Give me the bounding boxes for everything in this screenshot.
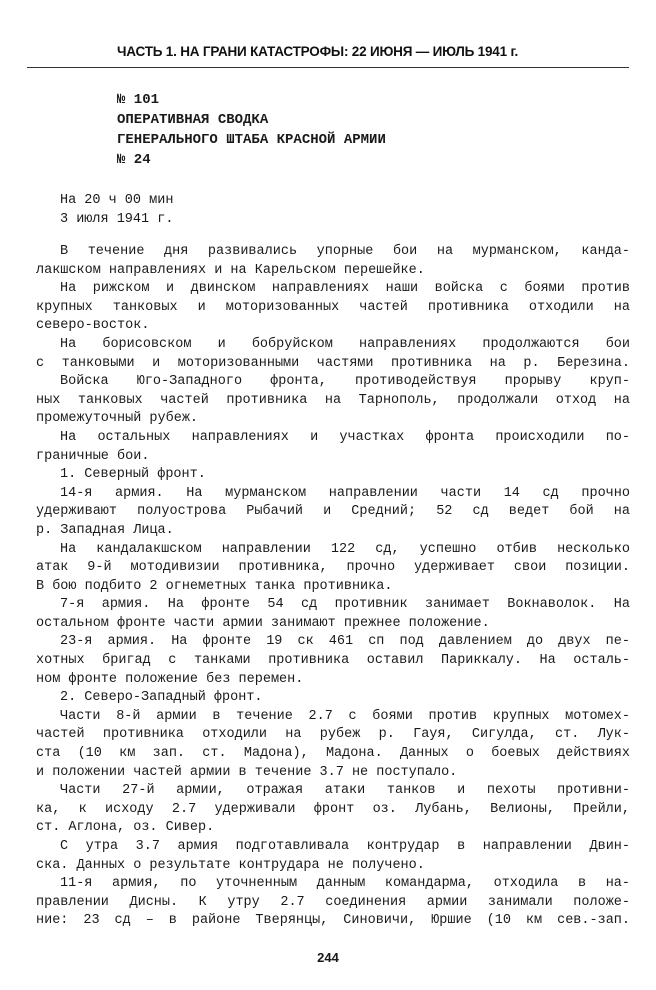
text-line: ста (10 км зап. ст. Мадона), Мадона. Данных о боевых действиях [36,746,630,762]
text-line: С утра 3.7 армия подготавливала контрудар в направлении Двин- [60,839,630,854]
text-line: 11-я армия, по уточненным данным командарма, отходила в на- [60,876,630,892]
text-line: лакшском направлениях и на Карельском перешейке. [36,262,425,278]
running-header: ЧАСТЬ 1. НА ГРАНИ КАТАСТРОФЫ: 22 ИЮНЯ — ИЮЛЬ 1941 г. [117,44,519,59]
text-line: ка, к исходу 2.7 удерживали фронт оз. Лубань, Велионы, Прейли, [36,801,630,817]
text-line: В течение дня развивались упорные бои на мурманском, канда- [60,244,630,259]
text-line: остальном фронте части армии занимают прежнее положение. [36,615,490,631]
text-line: правлении Дисны. К утру 2.7 соединения армии занимали положе- [36,894,630,910]
text-line: Части 8-й армии в течение 2.7 с боями против крупных мотомех- [60,708,630,724]
text-line: частей противника отходили на рубеж р. Гауя, Сигулда, ст. Лук- [36,727,630,743]
document-title [117,90,386,170]
text-line: с танковыми и моторизованными частями противника на р. Березина. [36,355,630,371]
text-line: На рижском и двинском направлениях наши войска с боями против [60,281,630,297]
text-line: ных танковых частей противника на Тарнополь, продолжали отход на [36,392,630,408]
text-line: 7-я армия. На фронте 54 сд противник занимает Вокнаволок. На [60,597,630,613]
report-date [60,191,173,229]
text-line: 1. Северный фронт. [60,467,206,483]
title-line: ОПЕРАТИВНАЯ СВОДКА [117,112,269,128]
text-line: атак 9-й мотодивизии противника, прочно удерживает свои позиции. [36,560,630,576]
text-line: хотных бригад с танками противника оставил Париккалу. На осталь- [36,653,630,669]
page-number: 244 [317,950,339,965]
date-day: 3 июля 1941 г. [60,212,174,227]
text-line: крупных танковых и моторизованных частей противника отходили на [36,299,630,315]
text-line: Войска Юго-Западного фронта, противодействуя прорыву круп- [60,374,630,390]
text-line: граничные бои. [36,448,150,464]
date-time: На 20 ч 00 мин [60,193,174,208]
report-body [36,243,630,931]
text-line: На борисовском и бобруйском направлениях продолжаются бои [60,336,630,352]
header-rule [27,67,629,68]
text-line: 23-я армия. На фронте 19 ск 461 сп под давлением до двух пе- [60,634,630,650]
document-number: № 101 [117,92,160,108]
text-line: На остальных направлениях и участках фронта происходили по- [60,429,630,445]
text-line: 2. Северо-Западный фронт. [60,690,263,706]
text-line: 14-я армия. На мурманском направлении части 14 сд прочно [60,485,630,501]
text-line: удерживают полуострова Рыбачий и Средний; 52 сд ведет бой на [36,504,630,520]
text-line: ст. Аглона, оз. Сивер. [36,820,215,836]
text-line: Части 27-й армии, отражая атаки танков и пехоты противни- [60,783,630,799]
text-line: ном фронте положение без перемен. [36,671,304,687]
text-line: ска. Данных о результате контрудара не получено. [36,857,425,873]
text-line: ние: 23 сд – в районе Тверянцы, Синовичи, Юршие (10 км сев.-зап. [36,913,630,929]
text-line: промежуточный рубеж. [36,411,199,427]
text-line: На кандалакшском направлении 122 сд, успешно отбив несколько [60,541,630,557]
text-line: В бою подбито 2 огнеметных танка противника. [36,578,393,594]
text-line: и положении частей армии в течение 3.7 не поступало. [36,764,458,780]
title-line: ГЕНЕРАЛЬНОГО ШТАБА КРАСНОЙ АРМИИ [117,132,386,148]
report-number: № 24 [117,152,151,168]
text-line: р. Западная Лица. [36,522,174,538]
text-line: северо-восток. [36,318,150,334]
